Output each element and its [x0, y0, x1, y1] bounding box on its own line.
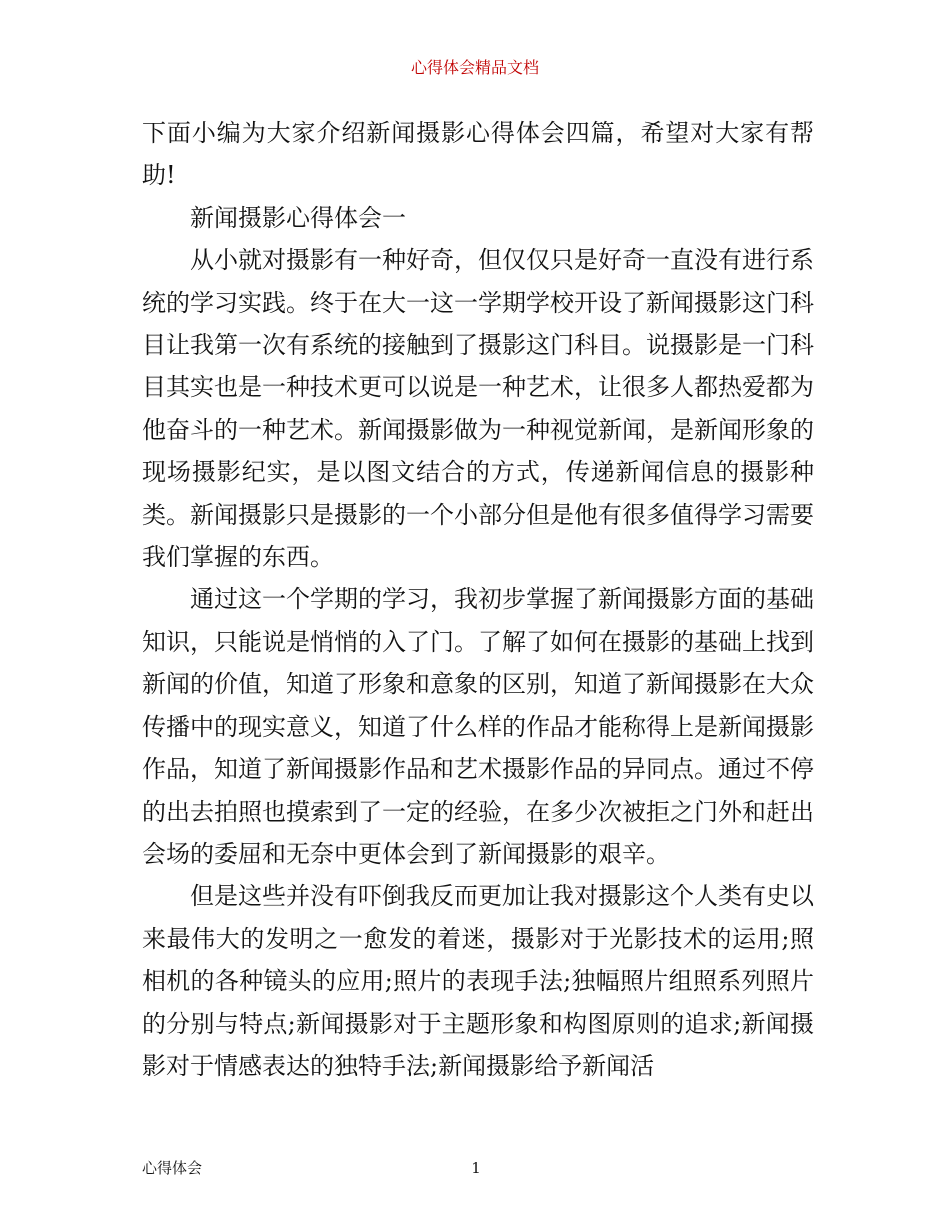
page-number: 1	[471, 1159, 481, 1177]
document-body	[142, 112, 814, 1087]
body-paragraph-3: 但是这些并没有吓倒我反而更加让我对摄影这个人类有史以来最伟大的发明之一愈发的着迷，摄影对于光影技术的运用;照相机的各种镜头的应用;照片的表现手法;独幅照片组照系列照片的分别与特点;新闻摄影对于主题形象和构图原则的追求;新闻摄影对于情感表达的独特手法;新闻摄影给予新闻活	[142, 882, 814, 1080]
page-header-title: 心得体会精品文档	[410, 58, 539, 77]
section-heading: 新闻摄影心得体会一	[190, 203, 406, 232]
intro-paragraph: 下面小编为大家介绍新闻摄影心得体会四篇，希望对大家有帮助!	[142, 119, 814, 190]
body-paragraph-1: 从小就对摄影有一种好奇，但仅仅只是好奇一直没有进行系统的学习实践。终于在大一这一学期学校开设了新闻摄影这门科目让我第一次有系统的接触到了摄影这门科目。说摄影是一门科目其实也是一种技术更可以说是一种艺术，让很多人都热爱都为他奋斗的一种艺术。新闻摄影做为一种视觉新闻，是新闻形象的现场摄影纪实，是以图文结合的方式，传递新闻信息的摄影种类。新闻摄影只是摄影的一个小部分但是他有很多值得学习需要我们掌握的东西。	[142, 246, 814, 572]
page-footer-label: 心得体会	[142, 1159, 203, 1177]
body-paragraph-2: 通过这一个学期的学习，我初步掌握了新闻摄影方面的基础知识，只能说是悄悄的入了门。了解了如何在摄影的基础上找到新闻的价值，知道了形象和意象的区别，知道了新闻摄影在大众传播中的现实意义，知道了什么样的作品才能称得上是新闻摄影作品，知道了新闻摄影作品和艺术摄影作品的异同点。通过不停的出去拍照也摸索到了一定的经验，在多少次被拒之门外和赶出会场的委屈和无奈中更体会到了新闻摄影的艰辛。	[142, 585, 814, 868]
